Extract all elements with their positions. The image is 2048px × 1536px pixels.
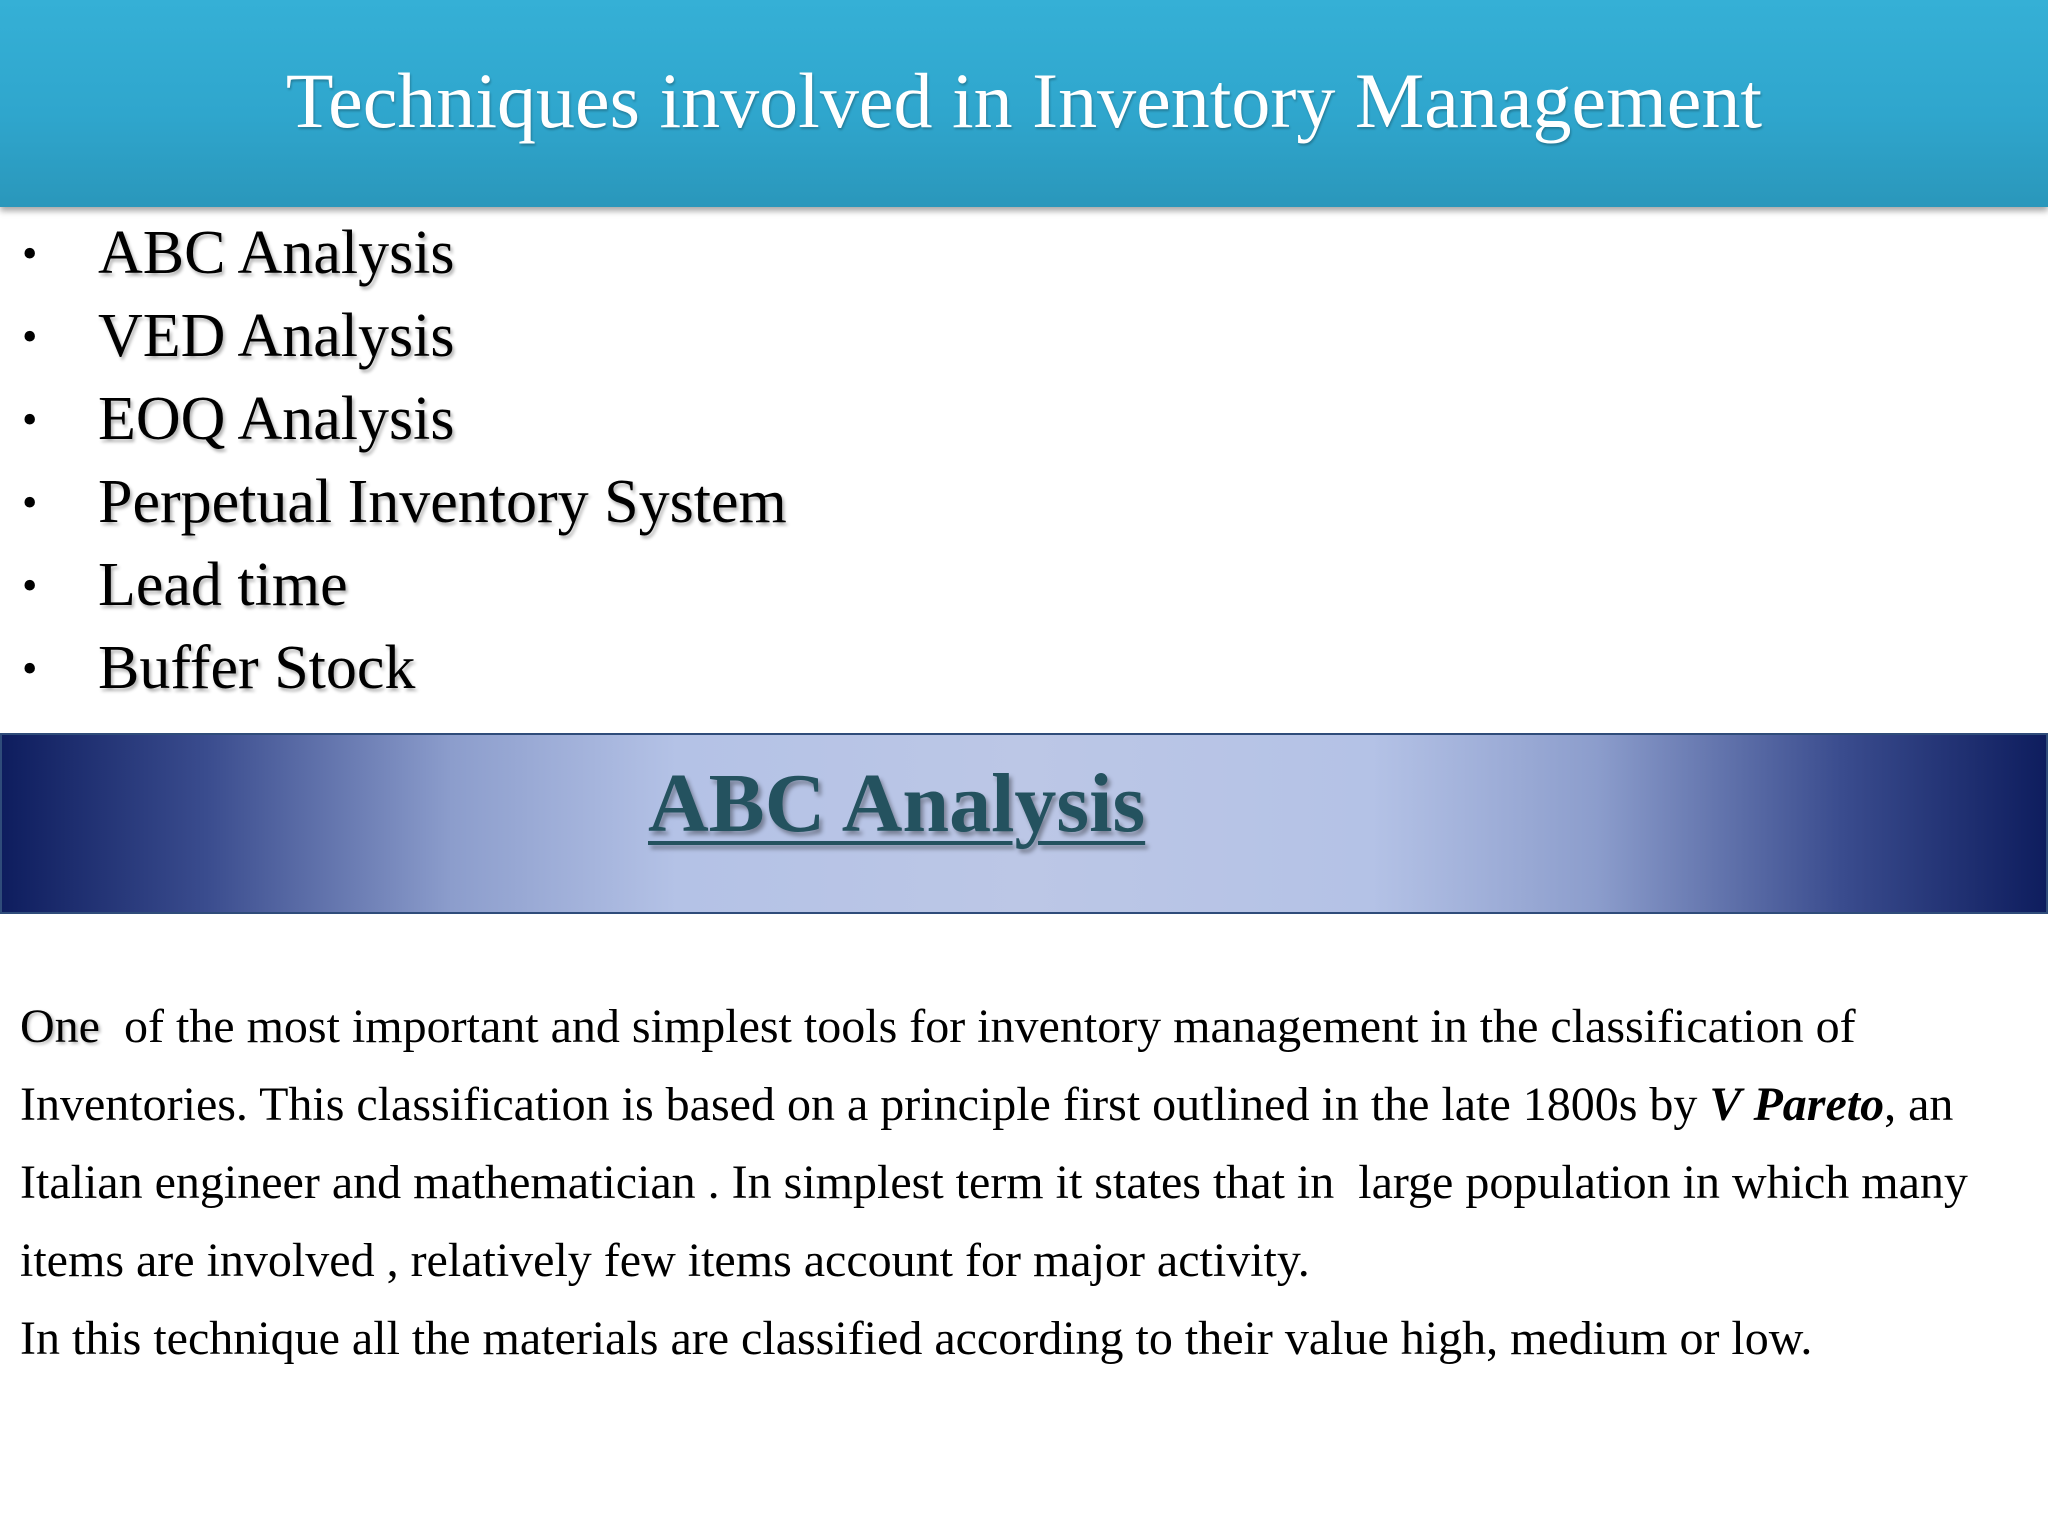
list-item-label: Perpetual Inventory System bbox=[98, 468, 787, 536]
paragraph-text: of the most important and simplest tools for inventory management in the classification of Inventories. This classification is based on a principle first outlined in the late 1800s by bbox=[20, 1000, 1868, 1131]
paragraph-classification: In this technique all the materials are classified according to their value high, medium or low. bbox=[20, 1312, 1813, 1365]
list-item-label: VED Analysis bbox=[98, 302, 455, 370]
list-item-label: EOQ Analysis bbox=[98, 385, 455, 453]
bullet-icon: • bbox=[22, 395, 38, 444]
pareto-initial: V bbox=[1709, 1078, 1742, 1131]
list-item-label: Lead time bbox=[98, 551, 348, 619]
bullet-icon: • bbox=[22, 229, 38, 278]
paragraph-text: , an Italian engineer and mathematician . In simplest term it states that in large population in which many items are involved , relatively few items account for major activity. bbox=[20, 1078, 1980, 1287]
description-text bbox=[20, 988, 2030, 1378]
paragraph-intro bbox=[20, 988, 2030, 1300]
pareto-surname: Pareto bbox=[1753, 1078, 1885, 1131]
bullet-icon: • bbox=[22, 644, 38, 693]
bullet-icon: • bbox=[22, 561, 38, 610]
bullet-icon: • bbox=[22, 478, 38, 527]
section-heading: ABC Analysis bbox=[648, 757, 1146, 850]
title-bar bbox=[0, 0, 2048, 207]
slide-title: Techniques involved in Inventory Management bbox=[285, 56, 1763, 144]
lead-word: One bbox=[20, 1000, 100, 1053]
list-item-label: ABC Analysis bbox=[98, 219, 455, 287]
list-item-label: Buffer Stock bbox=[98, 634, 416, 702]
bullet-icon: • bbox=[22, 312, 38, 361]
